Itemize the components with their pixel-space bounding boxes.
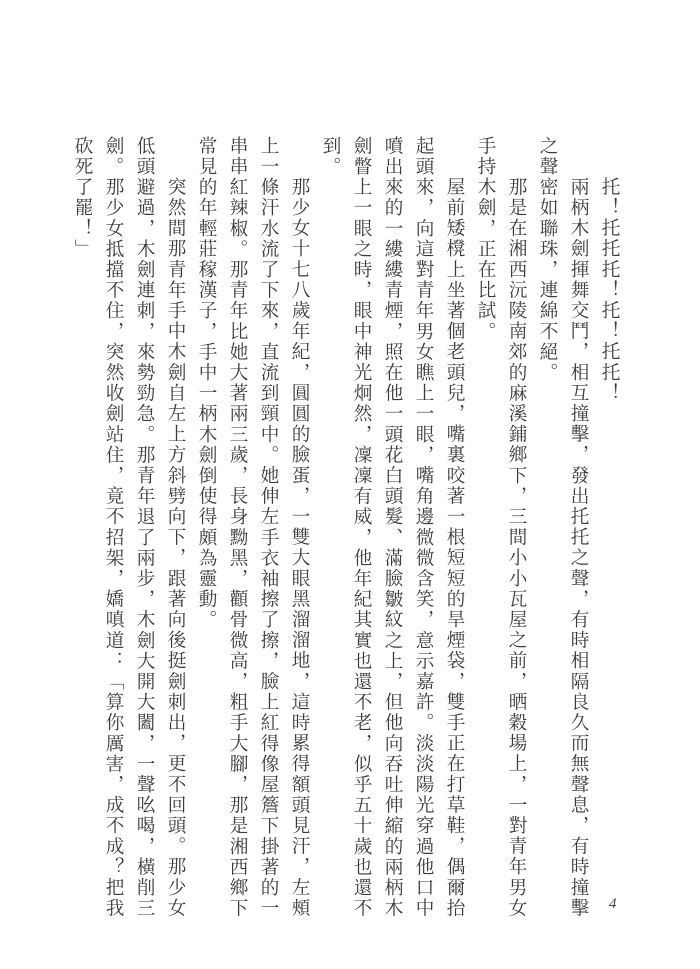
text-column-17: 劍。那少女抵擋不住，突然收劍站住，竟不招架，嬌嗔道：「算你厲害，成不成？把我: [103, 136, 124, 919]
text-column-8: 噴出來的一縷縷青煙，照在他一頭花白頭髮、滿臉皺紋之上，但他向吞吐伸縮的兩柄木: [382, 136, 403, 919]
text-column-3: 之聲密如聯珠，連綿不絕。: [537, 136, 558, 384]
text-column-1: 托！托托托！托！托托！: [599, 177, 620, 404]
text-column-14: 常見的年輕莊稼漢子，手中一柄木劍倒使得頗為靈動。: [196, 136, 217, 631]
text-column-6: 屋前矮櫈上坐著個老頭兒，嘴裏咬著一根短短的旱煙袋，雙手正在打草鞋，偶爾抬: [444, 177, 465, 919]
text-column-5: 手持木劍，正在比試。: [475, 136, 496, 342]
text-column-15: 突然間那青年手中木劍自左上方斜劈向下，跟著向後挺劍刺出，更不回頭。那少女: [165, 177, 186, 919]
text-column-13: 串串紅辣椒。那青年比她大著兩三歲，長身黝黑，顴骨微高，粗手大腳，那是湘西鄉下: [227, 136, 248, 919]
page-number: 4: [609, 896, 617, 912]
text-column-7: 起頭來，向這對青年男女瞧上一眼，嘴角邊微微含笑，意示嘉許。淡淡陽光穿過他口中: [413, 136, 434, 919]
text-column-2: 兩柄木劍揮舞交鬥，相互撞擊，發出托托之聲，有時相隔良久而無聲息，有時撞擊: [568, 177, 589, 919]
text-column-18: 砍死了罷！」: [72, 136, 93, 260]
text-column-4: 那是在湘西沅陵南郊的麻溪鋪鄉下，三間小小瓦屋之前，晒穀場上，一對青年男女: [506, 177, 527, 919]
vertical-text-body: [65, 136, 625, 919]
text-column-11: 那少女十七八歲年紀，圓圓的臉蛋，一雙大眼黑溜溜地，這時累得額頭見汗，左頰: [289, 177, 310, 919]
text-column-16: 低頭避過，木劍連刺，來勢勁急。那青年退了兩步，木劍大開大闔，一聲吆喝，橫削三: [134, 136, 155, 919]
text-column-9: 劍瞥上一眼之時，眼中神光炯然，凜凜有威，他年紀其實也還不老，似乎五十歲也還不: [351, 136, 372, 919]
text-column-12: 上一條汗水流了下來，直流到頸中。她伸左手衣袖擦了擦，臉上紅得像屋簷下掛著的一: [258, 136, 279, 919]
text-column-10: 到。: [320, 136, 341, 178]
